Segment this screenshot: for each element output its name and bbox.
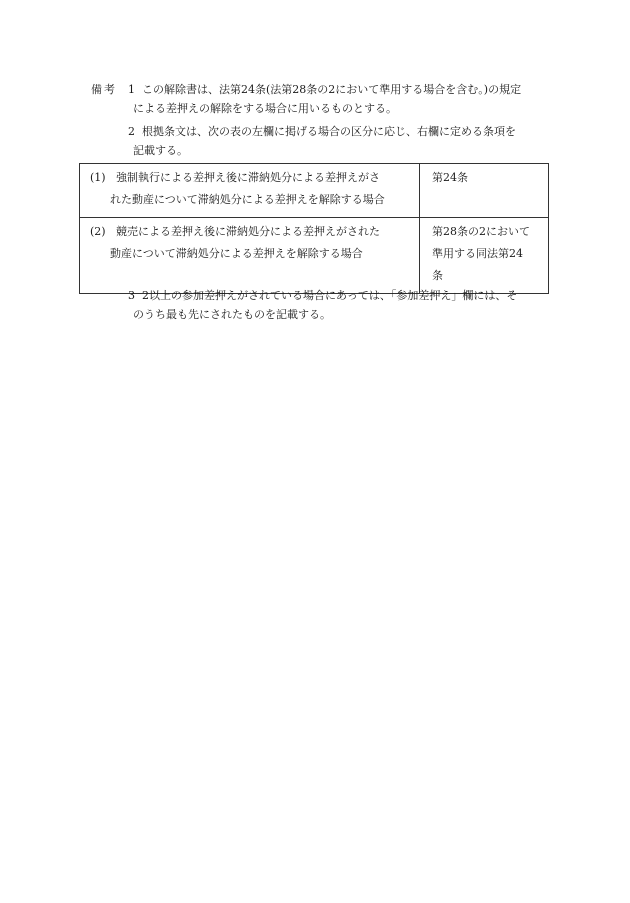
- note-number: 1: [128, 83, 135, 96]
- note-text-line: 記載する。: [133, 144, 188, 157]
- case-text: 強制執行による差押え後に滞納処分による差押えがさ: [116, 171, 380, 184]
- table-row: [80, 164, 549, 218]
- case-text: 競売による差押え後に滞納処分による差押えがされた: [116, 225, 380, 238]
- case-cell: [80, 218, 420, 294]
- notes-label: 備考: [91, 83, 117, 96]
- note-item-2: [128, 122, 548, 160]
- note-text-line: による差押えの解除をする場合に用いるものとする。: [133, 102, 397, 115]
- note-text-line: 2以上の参加差押えがされている場合にあっては、「参加差押え」欄には、そ: [142, 289, 518, 302]
- basis-article-table: [79, 163, 549, 294]
- article-text-line: 準用する同法第24: [432, 247, 523, 260]
- note-number: 2: [128, 125, 135, 138]
- case-text-line: れた動産について滞納処分による差押えを解除する場合: [110, 193, 385, 206]
- note-text-line: この解除書は、法第24条(法第28条の2において準用する場合を含む。)の規定: [142, 83, 522, 96]
- note-text-line: 根拠条文は、次の表の左欄に掲げる場合の区分に応じ、右欄に定める条項を: [142, 125, 516, 138]
- article-text-line: 条: [432, 269, 443, 282]
- table-row: [80, 218, 549, 294]
- case-text-line: [90, 167, 409, 189]
- note-text-line: のうち最も先にされたものを記載する。: [133, 308, 331, 321]
- case-number: (1): [90, 171, 106, 184]
- article-cell: [420, 218, 549, 294]
- note-number: 3: [128, 289, 135, 302]
- note-item-1: [128, 80, 548, 118]
- article-cell: [420, 164, 549, 218]
- case-text-line: 動産について滞納処分による差押えを解除する場合: [110, 247, 363, 260]
- case-number: (2): [90, 225, 106, 238]
- case-text-line: [90, 221, 409, 243]
- article-text-line: 第28条の2において: [432, 225, 530, 238]
- case-cell: [80, 164, 420, 218]
- note-item-3: [128, 286, 548, 324]
- article-text-line: 第24条: [432, 171, 468, 184]
